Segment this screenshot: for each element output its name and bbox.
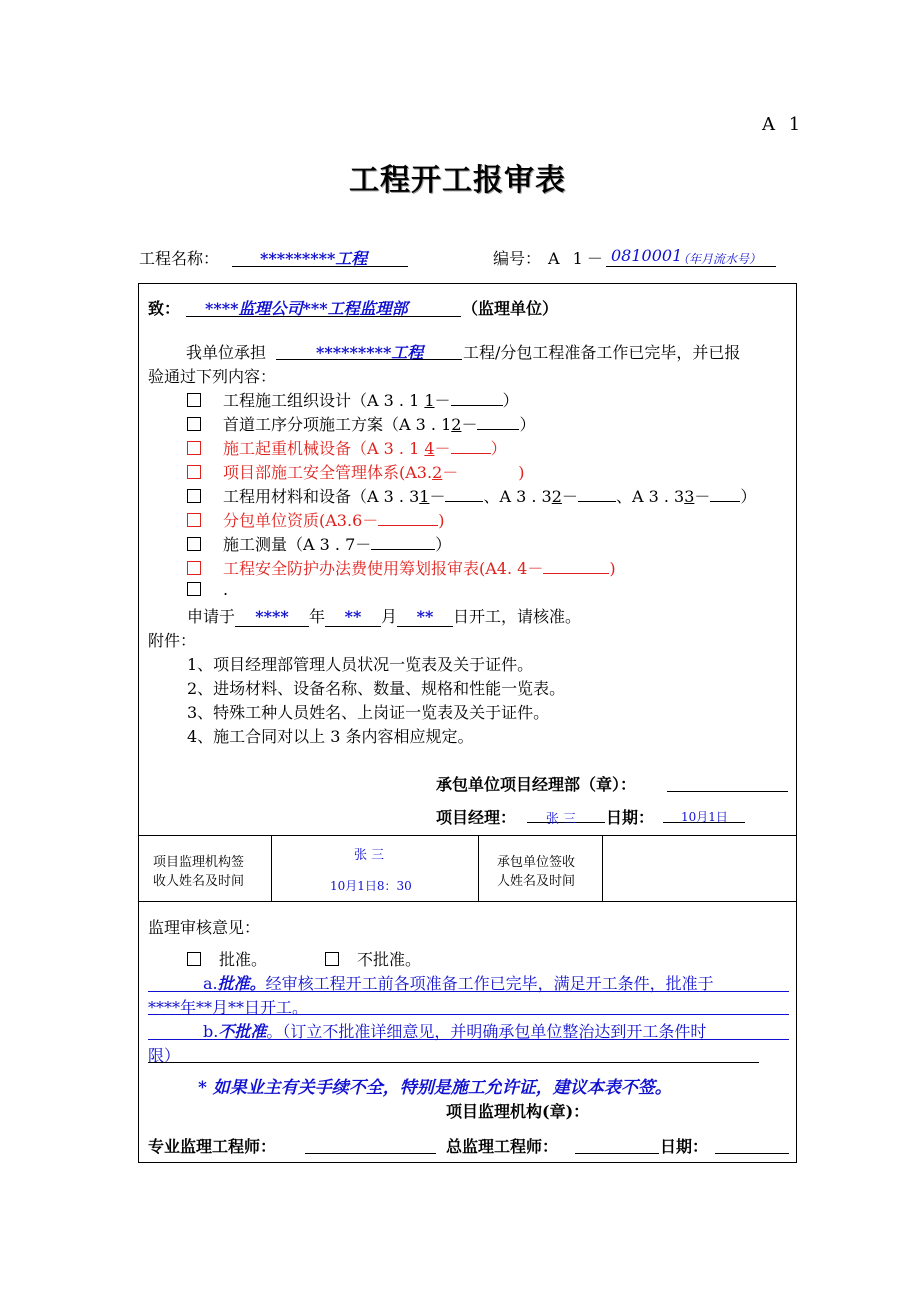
date-label: 日期：: [606, 808, 655, 827]
check-item-1[interactable]: 工程施工组织设计（A 3 . 1 1－ ）: [187, 388, 519, 411]
manager-label: 项目经理：: [436, 808, 517, 827]
check-item-8[interactable]: 工程安全防护办法费使用筹划报审表(A4. 4－ ): [187, 556, 616, 579]
manager-name: 张 三: [546, 812, 577, 827]
check-item-6[interactable]: 分包单位资质(A3.6－ ): [187, 508, 445, 531]
attachments-label: 附件：: [148, 631, 197, 650]
check-item-4[interactable]: 项目部施工安全管理体系(A3.2－ ): [187, 460, 525, 483]
check-item-7[interactable]: 施工测量（A 3 . 7－ ）: [187, 532, 451, 555]
check-item-3[interactable]: 施工起重机械设备（A 3 . 1 4－ ）: [187, 436, 507, 459]
manager-date: 10月1日: [681, 810, 728, 824]
attachment-item: 2、进场材料、设备名称、数量、规格和性能一览表。: [187, 679, 566, 698]
receipt-name: 张 三: [354, 848, 385, 863]
signing-note: * 如果业主有关手续不全，特别是施工允许证，建议本表不签。: [198, 1078, 672, 1098]
project-name-label: 工程名称：: [139, 249, 220, 268]
check-item-5[interactable]: 工程用材料和设备（A 3 . 31－ 、A 3 . 32－ 、A 3 . 33－ ）: [187, 484, 756, 507]
receipt-left-label-2: 收人姓名及时间: [153, 874, 245, 889]
chief-label: 总监理工程师：: [446, 1137, 559, 1156]
checkbox[interactable]: [187, 465, 201, 479]
checkbox[interactable]: [187, 513, 201, 527]
apply-line: 申请于 **** 年 ** 月 ** 日开工，请核准。: [187, 607, 582, 626]
number-label: 编号：: [493, 249, 542, 268]
check-item-9[interactable]: .: [187, 580, 228, 599]
approve-text: a.批准。经审核工程开工前各项准备工作已完毕，满足开工条件，批准于: [203, 974, 714, 993]
checkbox[interactable]: [187, 441, 201, 455]
engineer-label: 专业监理工程师：: [148, 1137, 277, 1156]
checkbox[interactable]: [187, 537, 201, 551]
number-note: （年月流水号）: [677, 252, 762, 266]
reject-text-line2: 限）: [148, 1046, 181, 1065]
receipt-right-label-2: 人姓名及时间: [497, 874, 576, 889]
to-label: 致：: [148, 299, 181, 318]
checkbox[interactable]: [187, 417, 201, 431]
checkbox[interactable]: [187, 561, 201, 575]
checkbox[interactable]: [187, 393, 201, 407]
review-date-label: 日期：: [660, 1137, 709, 1156]
receipt-time: 10月1日8：30: [330, 879, 412, 893]
intro-part1: 我单位承担: [186, 343, 267, 362]
reject-text: b.不批准。（订立不批准详细意见，并明确承包单位整治达到开工条件时: [203, 1022, 707, 1041]
checkbox[interactable]: [187, 952, 201, 966]
project-name-value: *********工程: [260, 249, 368, 268]
attachment-item: 4、施工合同对以上 3 条内容相应规定。: [187, 727, 474, 746]
intro-line2: 验通过下列内容：: [148, 367, 277, 386]
review-label: 监理审核意见：: [148, 918, 261, 937]
number-value: 0810001: [611, 246, 683, 265]
intro-part2: 工程/分包工程准备工作已完毕，并已报: [463, 343, 741, 362]
form-code: A 1: [762, 114, 805, 135]
number-prefix: A 1－: [548, 249, 607, 268]
approve-text-line2: ****年**月**日开工。: [148, 998, 309, 1017]
checkbox[interactable]: [187, 582, 201, 596]
to-value: ****监理公司***工程监理部: [205, 299, 408, 318]
receipt-right-label-1: 承包单位签收: [497, 855, 576, 870]
attachment-item: 1、项目经理部管理人员状况一览表及关于证件。: [187, 655, 534, 674]
intro-project: *********工程: [316, 343, 424, 362]
reject-option[interactable]: 不批准。: [325, 947, 421, 970]
org-stamp-label: 项目监理机构(章)：: [446, 1102, 590, 1121]
checkbox[interactable]: [325, 952, 339, 966]
page-title: 工程开工报审表: [349, 163, 566, 198]
approve-option[interactable]: 批准。: [187, 947, 267, 970]
contractor-stamp-label: 承包单位项目经理部（章）：: [436, 775, 637, 794]
check-item-2[interactable]: 首道工序分项施工方案（A 3 . 12－ ）: [187, 412, 535, 435]
to-suffix: （监理单位）: [462, 299, 559, 318]
receipt-left-label-1: 项目监理机构签: [153, 855, 245, 870]
checkbox[interactable]: [187, 489, 201, 503]
attachment-item: 3、特殊工种人员姓名、上岗证一览表及关于证件。: [187, 703, 550, 722]
